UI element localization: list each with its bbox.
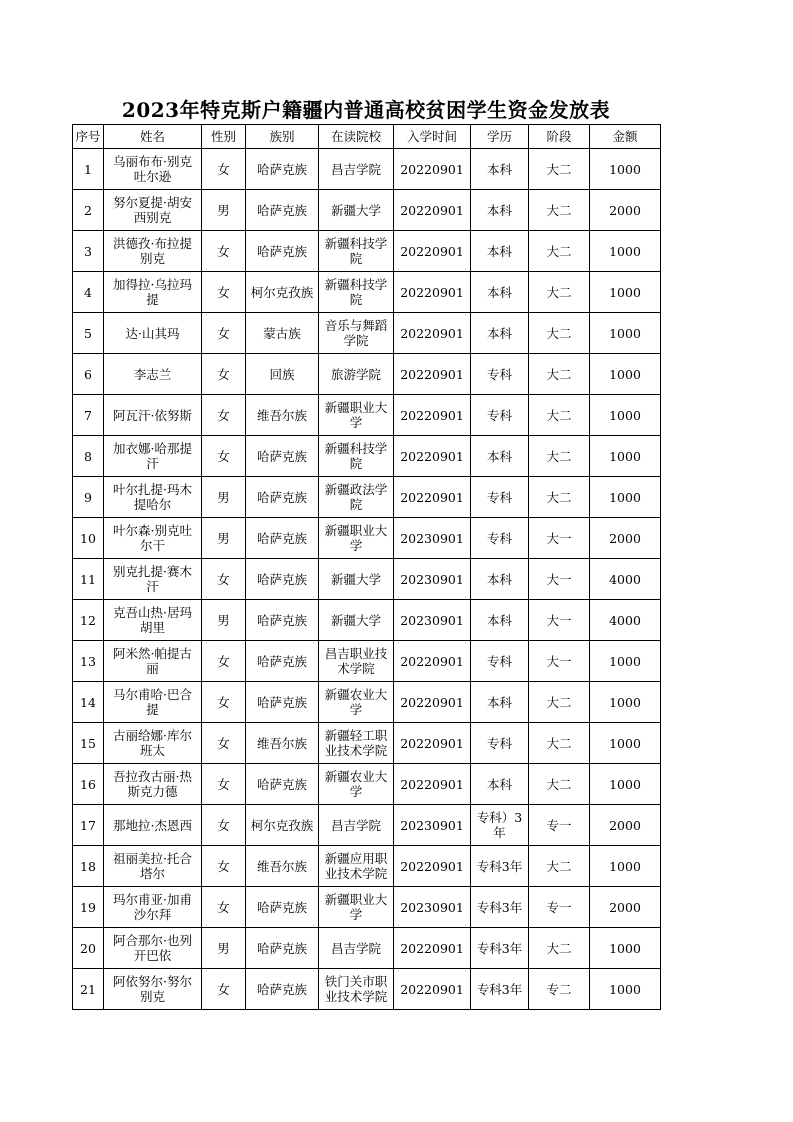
cell-stage: 大二 xyxy=(529,313,590,354)
cell-education: 专科3年 xyxy=(471,846,529,887)
cell-school: 音乐与舞蹈学院 xyxy=(319,313,394,354)
table-row xyxy=(73,149,661,190)
cell-enroll-date: 20220901 xyxy=(394,313,471,354)
cell-no: 18 xyxy=(73,846,104,887)
cell-education: 专科3年 xyxy=(471,887,529,928)
cell-ethnicity: 维吾尔族 xyxy=(246,395,319,436)
cell-ethnicity: 哈萨克族 xyxy=(246,231,319,272)
cell-no: 21 xyxy=(73,969,104,1010)
cell-school: 新疆职业大学 xyxy=(319,518,394,559)
cell-ethnicity: 维吾尔族 xyxy=(246,846,319,887)
cell-name: 阿瓦汗·依努斯 xyxy=(104,395,202,436)
cell-no: 10 xyxy=(73,518,104,559)
cell-enroll-date: 20220901 xyxy=(394,682,471,723)
table-row xyxy=(73,231,661,272)
table-row xyxy=(73,969,661,1010)
page-title: 2023年特克斯户籍疆内普通高校贫困学生资金发放表 xyxy=(121,98,611,122)
cell-name: 阿米然·帕提古丽 xyxy=(104,641,202,682)
cell-stage: 大二 xyxy=(529,354,590,395)
cell-gender: 女 xyxy=(202,969,246,1010)
cell-no: 17 xyxy=(73,805,104,846)
cell-school: 新疆农业大学 xyxy=(319,682,394,723)
cell-ethnicity: 哈萨克族 xyxy=(246,682,319,723)
cell-enroll-date: 20230901 xyxy=(394,518,471,559)
cell-enroll-date: 20220901 xyxy=(394,395,471,436)
cell-enroll-date: 20220901 xyxy=(394,231,471,272)
cell-gender: 男 xyxy=(202,928,246,969)
cell-stage: 大二 xyxy=(529,149,590,190)
cell-name: 叶尔森·别克吐尔干 xyxy=(104,518,202,559)
cell-school: 新疆科技学院 xyxy=(319,272,394,313)
cell-no: 15 xyxy=(73,723,104,764)
cell-no: 14 xyxy=(73,682,104,723)
column-header-no: 序号 xyxy=(73,125,104,149)
cell-education: 本科 xyxy=(471,764,529,805)
cell-no: 19 xyxy=(73,887,104,928)
cell-ethnicity: 维吾尔族 xyxy=(246,723,319,764)
table-row xyxy=(73,395,661,436)
student-aid-table xyxy=(72,124,661,1010)
cell-ethnicity: 蒙古族 xyxy=(246,313,319,354)
cell-stage: 大二 xyxy=(529,436,590,477)
cell-name: 古丽给娜·库尔班太 xyxy=(104,723,202,764)
cell-stage: 大一 xyxy=(529,600,590,641)
cell-school: 昌吉职业技术学院 xyxy=(319,641,394,682)
cell-stage: 大二 xyxy=(529,395,590,436)
cell-education: 本科 xyxy=(471,600,529,641)
cell-gender: 男 xyxy=(202,600,246,641)
cell-gender: 女 xyxy=(202,805,246,846)
cell-gender: 男 xyxy=(202,477,246,518)
cell-education: 专科 xyxy=(471,354,529,395)
cell-name: 阿合那尔·也列开巴依 xyxy=(104,928,202,969)
cell-stage: 大二 xyxy=(529,272,590,313)
cell-gender: 女 xyxy=(202,313,246,354)
cell-stage: 大二 xyxy=(529,231,590,272)
cell-amount: 1000 xyxy=(590,149,661,190)
cell-name: 加得拉·乌拉玛提 xyxy=(104,272,202,313)
table-row xyxy=(73,887,661,928)
cell-name: 吾拉孜古丽·热斯克力德 xyxy=(104,764,202,805)
table-row xyxy=(73,354,661,395)
column-header-gender: 性别 xyxy=(202,125,246,149)
cell-school: 新疆职业大学 xyxy=(319,887,394,928)
cell-name: 阿依努尔·努尔别克 xyxy=(104,969,202,1010)
cell-school: 新疆大学 xyxy=(319,190,394,231)
cell-ethnicity: 哈萨克族 xyxy=(246,518,319,559)
cell-ethnicity: 哈萨克族 xyxy=(246,149,319,190)
cell-gender: 女 xyxy=(202,723,246,764)
cell-no: 12 xyxy=(73,600,104,641)
cell-enroll-date: 20220901 xyxy=(394,477,471,518)
cell-no: 16 xyxy=(73,764,104,805)
cell-amount: 1000 xyxy=(590,846,661,887)
cell-ethnicity: 哈萨克族 xyxy=(246,477,319,518)
cell-gender: 女 xyxy=(202,395,246,436)
column-header-amount: 金额 xyxy=(590,125,661,149)
cell-amount: 2000 xyxy=(590,805,661,846)
table-row xyxy=(73,682,661,723)
table-body xyxy=(73,149,661,1010)
cell-school: 昌吉学院 xyxy=(319,149,394,190)
table-row xyxy=(73,190,661,231)
cell-gender: 女 xyxy=(202,559,246,600)
cell-education: 本科 xyxy=(471,190,529,231)
cell-gender: 女 xyxy=(202,231,246,272)
cell-education: 本科 xyxy=(471,149,529,190)
table-row xyxy=(73,846,661,887)
cell-gender: 男 xyxy=(202,190,246,231)
cell-school: 昌吉学院 xyxy=(319,928,394,969)
cell-name: 别克扎提·赛木汗 xyxy=(104,559,202,600)
cell-education: 本科 xyxy=(471,559,529,600)
cell-name: 努尔夏提·胡安西别克 xyxy=(104,190,202,231)
table-row xyxy=(73,313,661,354)
cell-education: 专科 xyxy=(471,477,529,518)
cell-no: 7 xyxy=(73,395,104,436)
cell-stage: 专二 xyxy=(529,969,590,1010)
cell-name: 洪德孜·布拉提别克 xyxy=(104,231,202,272)
cell-stage: 大一 xyxy=(529,641,590,682)
cell-school: 新疆大学 xyxy=(319,559,394,600)
cell-enroll-date: 20220901 xyxy=(394,928,471,969)
cell-education: 专科 xyxy=(471,723,529,764)
cell-enroll-date: 20220901 xyxy=(394,190,471,231)
cell-gender: 女 xyxy=(202,272,246,313)
cell-school: 新疆轻工职业技术学院 xyxy=(319,723,394,764)
cell-amount: 1000 xyxy=(590,928,661,969)
cell-no: 3 xyxy=(73,231,104,272)
column-header-education: 学历 xyxy=(471,125,529,149)
cell-amount: 1000 xyxy=(590,764,661,805)
table-row xyxy=(73,272,661,313)
cell-no: 6 xyxy=(73,354,104,395)
cell-stage: 大一 xyxy=(529,559,590,600)
cell-enroll-date: 20220901 xyxy=(394,764,471,805)
cell-ethnicity: 哈萨克族 xyxy=(246,641,319,682)
cell-no: 8 xyxy=(73,436,104,477)
cell-amount: 2000 xyxy=(590,887,661,928)
cell-education: 专科3年 xyxy=(471,928,529,969)
cell-no: 5 xyxy=(73,313,104,354)
table-row xyxy=(73,559,661,600)
cell-name: 乌丽布布·别克吐尔逊 xyxy=(104,149,202,190)
cell-education: 本科 xyxy=(471,436,529,477)
cell-no: 13 xyxy=(73,641,104,682)
cell-no: 9 xyxy=(73,477,104,518)
column-header-ethnicity: 族别 xyxy=(246,125,319,149)
cell-stage: 大二 xyxy=(529,846,590,887)
table-row xyxy=(73,928,661,969)
cell-amount: 1000 xyxy=(590,723,661,764)
table-header-row xyxy=(73,125,661,149)
column-header-name: 姓名 xyxy=(104,125,202,149)
cell-education: 本科 xyxy=(471,682,529,723)
cell-gender: 女 xyxy=(202,354,246,395)
cell-stage: 专一 xyxy=(529,887,590,928)
cell-ethnicity: 回族 xyxy=(246,354,319,395)
cell-school: 新疆职业大学 xyxy=(319,395,394,436)
cell-gender: 女 xyxy=(202,149,246,190)
table-row xyxy=(73,477,661,518)
cell-amount: 4000 xyxy=(590,600,661,641)
cell-stage: 专一 xyxy=(529,805,590,846)
cell-no: 4 xyxy=(73,272,104,313)
cell-education: 本科 xyxy=(471,272,529,313)
cell-name: 那地拉·杰恩西 xyxy=(104,805,202,846)
cell-gender: 男 xyxy=(202,518,246,559)
cell-enroll-date: 20220901 xyxy=(394,272,471,313)
cell-gender: 女 xyxy=(202,641,246,682)
cell-education: 专科 xyxy=(471,641,529,682)
cell-name: 叶尔扎提·玛木提哈尔 xyxy=(104,477,202,518)
cell-stage: 大二 xyxy=(529,682,590,723)
cell-school: 新疆农业大学 xyxy=(319,764,394,805)
cell-enroll-date: 20220901 xyxy=(394,846,471,887)
cell-stage: 大二 xyxy=(529,477,590,518)
cell-enroll-date: 20220901 xyxy=(394,436,471,477)
cell-enroll-date: 20230901 xyxy=(394,600,471,641)
cell-name: 马尔甫哈·巴合提 xyxy=(104,682,202,723)
cell-amount: 2000 xyxy=(590,190,661,231)
cell-amount: 1000 xyxy=(590,682,661,723)
cell-ethnicity: 哈萨克族 xyxy=(246,928,319,969)
cell-education: 专科）3年 xyxy=(471,805,529,846)
table-row xyxy=(73,723,661,764)
cell-school: 新疆政法学院 xyxy=(319,477,394,518)
column-header-enroll-date: 入学时间 xyxy=(394,125,471,149)
cell-education: 专科3年 xyxy=(471,969,529,1010)
cell-amount: 1000 xyxy=(590,354,661,395)
cell-name: 李志兰 xyxy=(104,354,202,395)
cell-stage: 大二 xyxy=(529,190,590,231)
cell-enroll-date: 20230901 xyxy=(394,887,471,928)
cell-gender: 女 xyxy=(202,846,246,887)
cell-name: 祖丽美拉·托合塔尔 xyxy=(104,846,202,887)
table-row xyxy=(73,764,661,805)
cell-amount: 1000 xyxy=(590,272,661,313)
cell-ethnicity: 哈萨克族 xyxy=(246,969,319,1010)
cell-school: 新疆科技学院 xyxy=(319,436,394,477)
cell-name: 加衣娜·哈那提汗 xyxy=(104,436,202,477)
cell-enroll-date: 20220901 xyxy=(394,641,471,682)
cell-enroll-date: 20220901 xyxy=(394,354,471,395)
cell-ethnicity: 柯尔克孜族 xyxy=(246,805,319,846)
cell-enroll-date: 20230901 xyxy=(394,805,471,846)
cell-school: 铁门关市职业技术学院 xyxy=(319,969,394,1010)
cell-gender: 女 xyxy=(202,682,246,723)
cell-school: 昌吉学院 xyxy=(319,805,394,846)
cell-amount: 4000 xyxy=(590,559,661,600)
cell-education: 本科 xyxy=(471,231,529,272)
cell-amount: 1000 xyxy=(590,395,661,436)
cell-gender: 女 xyxy=(202,436,246,477)
cell-no: 20 xyxy=(73,928,104,969)
cell-education: 本科 xyxy=(471,313,529,354)
cell-ethnicity: 哈萨克族 xyxy=(246,436,319,477)
cell-enroll-date: 20220901 xyxy=(394,723,471,764)
table-row xyxy=(73,518,661,559)
cell-amount: 1000 xyxy=(590,969,661,1010)
table-row xyxy=(73,436,661,477)
cell-stage: 大二 xyxy=(529,723,590,764)
cell-no: 2 xyxy=(73,190,104,231)
cell-amount: 1000 xyxy=(590,641,661,682)
cell-gender: 女 xyxy=(202,887,246,928)
cell-gender: 女 xyxy=(202,764,246,805)
cell-ethnicity: 柯尔克孜族 xyxy=(246,272,319,313)
cell-education: 专科 xyxy=(471,395,529,436)
cell-ethnicity: 哈萨克族 xyxy=(246,764,319,805)
cell-school: 新疆应用职业技术学院 xyxy=(319,846,394,887)
cell-amount: 2000 xyxy=(590,518,661,559)
cell-amount: 1000 xyxy=(590,231,661,272)
cell-stage: 大二 xyxy=(529,764,590,805)
cell-amount: 1000 xyxy=(590,477,661,518)
cell-ethnicity: 哈萨克族 xyxy=(246,559,319,600)
cell-enroll-date: 20230901 xyxy=(394,559,471,600)
cell-education: 专科 xyxy=(471,518,529,559)
cell-name: 克吾山热·居玛胡里 xyxy=(104,600,202,641)
cell-enroll-date: 20220901 xyxy=(394,969,471,1010)
cell-name: 达·山其玛 xyxy=(104,313,202,354)
cell-school: 新疆科技学院 xyxy=(319,231,394,272)
cell-school: 旅游学院 xyxy=(319,354,394,395)
cell-amount: 1000 xyxy=(590,313,661,354)
cell-stage: 大二 xyxy=(529,928,590,969)
cell-enroll-date: 20220901 xyxy=(394,149,471,190)
cell-no: 1 xyxy=(73,149,104,190)
cell-school: 新疆大学 xyxy=(319,600,394,641)
cell-ethnicity: 哈萨克族 xyxy=(246,600,319,641)
table-row xyxy=(73,600,661,641)
cell-no: 11 xyxy=(73,559,104,600)
cell-stage: 大一 xyxy=(529,518,590,559)
table-row xyxy=(73,805,661,846)
column-header-stage: 阶段 xyxy=(529,125,590,149)
cell-name: 玛尔甫亚·加甫沙尔拜 xyxy=(104,887,202,928)
table-row xyxy=(73,641,661,682)
column-header-school: 在读院校 xyxy=(319,125,394,149)
cell-ethnicity: 哈萨克族 xyxy=(246,887,319,928)
cell-amount: 1000 xyxy=(590,436,661,477)
cell-ethnicity: 哈萨克族 xyxy=(246,190,319,231)
